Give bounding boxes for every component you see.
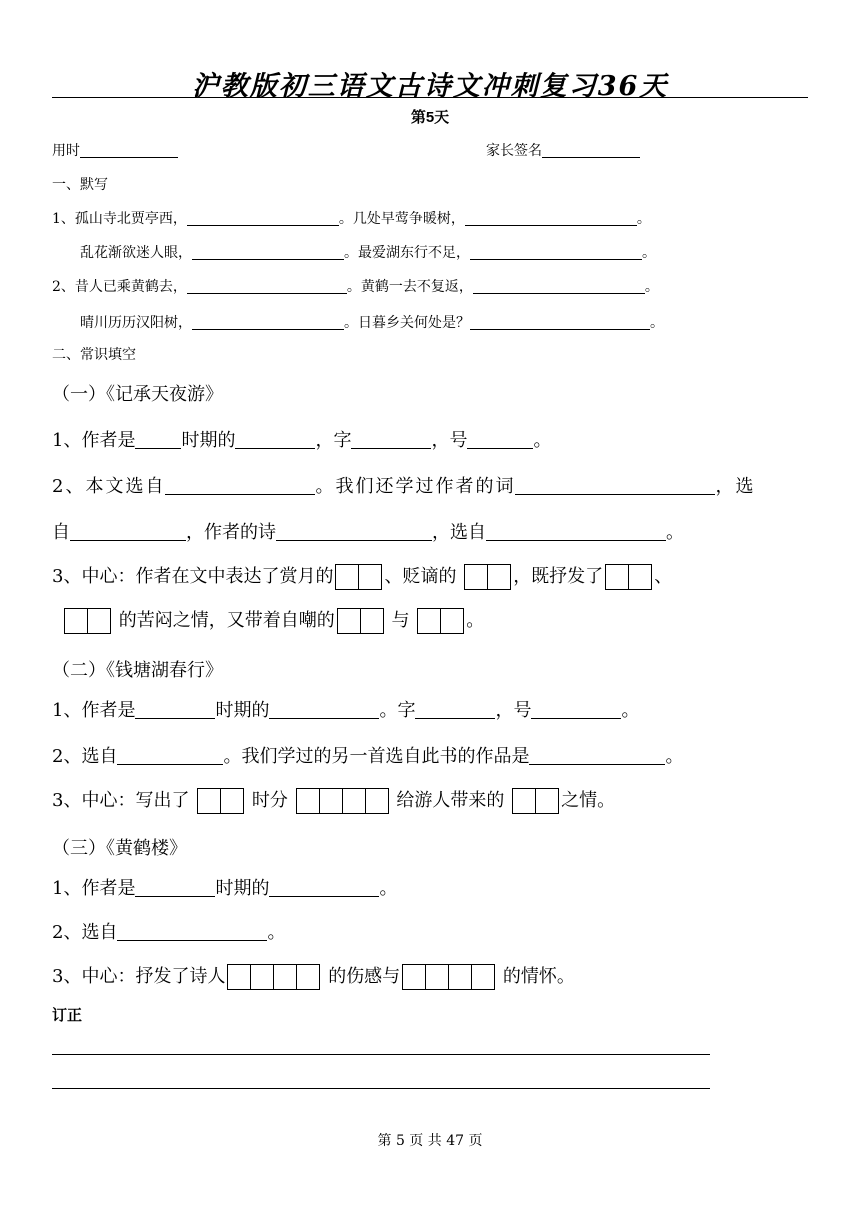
knowledge-line: [52, 874, 397, 900]
text: 。: [665, 746, 684, 767]
text: 2、选自: [52, 922, 118, 943]
answer-blank[interactable]: [473, 279, 645, 294]
text: 的苦闷之情，又带着自嘲的: [118, 610, 335, 631]
text: 。: [267, 922, 286, 943]
dictation-line-1: [52, 208, 651, 228]
part-title-1: （一）《记承天夜游》: [52, 384, 223, 405]
text: 3、中心：抒发了诗人: [52, 966, 226, 987]
answer-blank[interactable]: [269, 700, 379, 719]
text: 。字: [379, 700, 416, 721]
answer-boxes-2[interactable]: [335, 564, 382, 590]
verse-text: 昔人已乘黄鹤去，: [74, 279, 187, 295]
punctuation: 。: [644, 279, 659, 295]
text: 时期的: [215, 878, 270, 899]
answer-blank[interactable]: [415, 700, 495, 719]
parent-signature-blank[interactable]: [542, 143, 640, 158]
correction-line[interactable]: [52, 1054, 710, 1055]
answer-blank[interactable]: [117, 922, 267, 941]
answer-blank[interactable]: [276, 522, 432, 541]
verse-text: 。最爱湖东行不足，: [344, 245, 470, 261]
knowledge-line: [52, 742, 683, 768]
text: 。: [666, 522, 684, 543]
answer-boxes-2[interactable]: [605, 564, 652, 590]
text: 。: [533, 430, 552, 451]
answer-blank[interactable]: [187, 211, 339, 226]
knowledge-line: [52, 518, 684, 544]
verse-text: 晴川历历汉阳树，: [80, 315, 192, 331]
answer-blank[interactable]: [467, 430, 533, 449]
answer-blank[interactable]: [470, 315, 650, 330]
answer-blank[interactable]: [135, 700, 215, 719]
time-field: [52, 140, 178, 160]
punctuation: 。: [636, 211, 651, 227]
text: 的情怀。: [502, 966, 575, 987]
answer-blank[interactable]: [187, 279, 347, 294]
answer-blank[interactable]: [192, 245, 344, 260]
knowledge-line: [52, 472, 755, 498]
answer-blank[interactable]: [515, 476, 715, 495]
question-number: 1、: [52, 211, 75, 227]
text: 1、作者是: [52, 878, 136, 899]
text: 3、中心：写出了: [52, 790, 190, 811]
dictation-line-2: [80, 242, 656, 262]
answer-blank[interactable]: [486, 522, 666, 541]
text: 时期的: [181, 430, 236, 451]
answer-boxes-2[interactable]: [464, 564, 511, 590]
knowledge-line: [52, 426, 551, 452]
answer-boxes-4[interactable]: [296, 788, 389, 814]
punctuation: 。: [642, 245, 656, 261]
verse-text: 乱花渐欲迷人眼，: [80, 245, 192, 261]
time-label: 用时: [52, 143, 80, 159]
day-title: 第5天: [410, 109, 450, 126]
text: 。我们还学过作者的词: [315, 476, 516, 497]
knowledge-line: [52, 962, 575, 990]
text: 与: [391, 610, 410, 631]
text: 。: [621, 700, 640, 721]
dictation-line-3: [52, 276, 659, 296]
text: 2、选自: [52, 746, 118, 767]
section-heading-dictation: 一、默写: [52, 177, 108, 193]
verse-text: 。几处早莺争暖树，: [338, 211, 465, 227]
correction-label: 订正: [52, 1007, 83, 1024]
text: ，选自: [432, 522, 486, 543]
answer-blank[interactable]: [117, 746, 223, 765]
answer-blank[interactable]: [192, 315, 344, 330]
header-divider: [52, 97, 808, 98]
verse-text: 孤山寺北贾亭西，: [74, 211, 187, 227]
verse-text: 。日暮乡关何处是？: [344, 315, 470, 331]
text: 3、中心：作者在文中表达了赏月的: [52, 566, 334, 587]
answer-blank[interactable]: [165, 476, 315, 495]
answer-boxes-2[interactable]: [512, 788, 559, 814]
text: ，号: [431, 430, 468, 451]
answer-blank[interactable]: [351, 430, 431, 449]
text: 。: [379, 878, 398, 899]
answer-blank[interactable]: [529, 746, 665, 765]
text: 自: [52, 522, 70, 543]
parent-signature-label: 家长签名: [486, 143, 542, 159]
text: 1、作者是: [52, 700, 136, 721]
knowledge-line: [62, 606, 484, 634]
text: ，号: [495, 700, 532, 721]
text: 、: [654, 566, 673, 587]
correction-line[interactable]: [52, 1088, 710, 1089]
section-heading-knowledge: 二、常识填空: [52, 347, 136, 363]
text: ，选: [715, 476, 756, 497]
text: 。我们学过的另一首选自此书的作品是: [223, 746, 530, 767]
answer-blank[interactable]: [269, 878, 379, 897]
answer-blank[interactable]: [135, 878, 215, 897]
text: 之情。: [561, 790, 616, 811]
answer-blank[interactable]: [470, 245, 642, 260]
text: 时分: [251, 790, 288, 811]
text: 。: [466, 610, 485, 631]
text: 2、本文选自: [52, 476, 166, 497]
answer-boxes-2[interactable]: [337, 608, 384, 634]
part-title-2: （二）《钱塘湖春行》: [52, 660, 223, 681]
text: 的伤感与: [328, 966, 401, 987]
knowledge-line: [52, 918, 285, 944]
verse-text: 。黄鹤一去不复返，: [346, 279, 473, 295]
text: ，字: [315, 430, 352, 451]
knowledge-line: [52, 786, 615, 814]
text: 1、作者是: [52, 430, 136, 451]
part-title-3: （三）《黄鹤楼》: [52, 838, 187, 859]
answer-blank[interactable]: [70, 522, 186, 541]
dictation-line-4: [80, 312, 664, 332]
parent-signature-field: [486, 140, 640, 160]
page-footer: 第 5 页 共 47 页: [377, 1133, 483, 1149]
text: ，既抒发了: [513, 566, 604, 587]
document-title: 沪教版初三语文古诗文冲刺复习36天: [191, 71, 669, 102]
knowledge-line: [52, 696, 639, 722]
answer-blank[interactable]: [235, 430, 315, 449]
answer-boxes-2[interactable]: [417, 608, 464, 634]
answer-boxes-2[interactable]: [197, 788, 244, 814]
answer-blank[interactable]: [135, 430, 181, 449]
answer-boxes-4[interactable]: [402, 964, 495, 990]
question-number: 2、: [52, 279, 75, 295]
punctuation: 。: [650, 315, 664, 331]
answer-boxes-4[interactable]: [227, 964, 320, 990]
time-blank[interactable]: [80, 143, 178, 158]
answer-blank[interactable]: [465, 211, 637, 226]
text: 时期的: [215, 700, 270, 721]
text: 、贬谪的: [384, 566, 457, 587]
text: 给游人带来的: [396, 790, 505, 811]
text: ，作者的诗: [186, 522, 276, 543]
knowledge-line: [52, 562, 672, 590]
answer-boxes-2[interactable]: [64, 608, 111, 634]
answer-blank[interactable]: [531, 700, 621, 719]
